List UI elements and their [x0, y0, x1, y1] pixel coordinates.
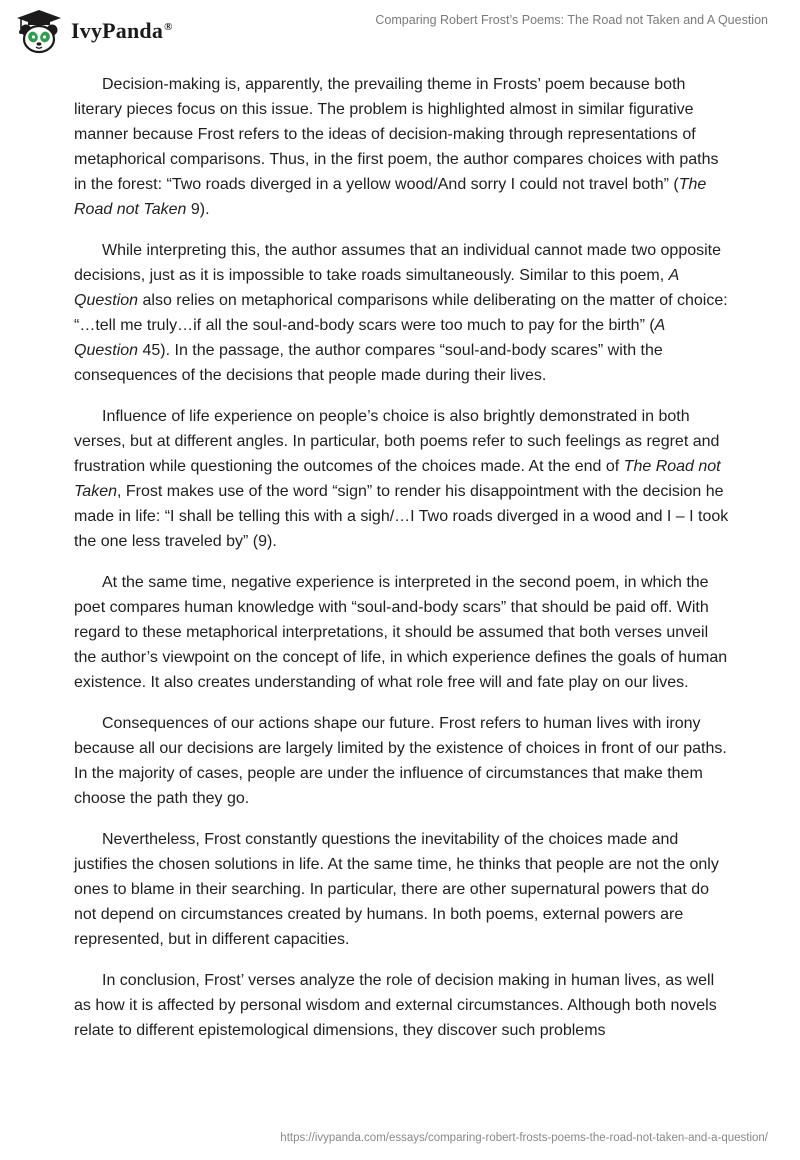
text-run: 9). [186, 201, 210, 218]
text-run: At the same time, negative experience is interpreted in the second poem, in which the poet compares human knowledge with “soul-and-body scars” that should be paid off. With regard to these metaphorical interpretations, it should be assumed that both verses unveil the author’s viewpoint on the concept of life, in which experience defines the goals of human existence. It also creates understanding of what role free will and fate play on our lives. [74, 574, 728, 691]
italic-title: A Question [74, 317, 665, 359]
italic-title: The Road not Taken [74, 176, 707, 218]
text-run: In conclusion, Frost’ verses analyze the role of decision making in human lives, as well as how it is affected by personal wisdom and external circumstances. Although both novels relate to different epistemological dimensions, they discover such problems [74, 972, 717, 1039]
text-run: Nevertheless, Frost constantly questions the inevitability of the choices made and justifies the chosen solutions in life. At the same time, he thinks that people are not the only ones to blame in their searching. In particular, there are other supernatural powers that do not depend on circumstances created by humans. In both poems, external powers are represented, but in different capacities. [74, 831, 719, 948]
italic-title: The Road not Taken [74, 458, 721, 500]
essay-body [74, 72, 730, 1043]
text-run: While interpreting this, the author assumes that an individual cannot made two opposite decisions, just as it is impossible to take roads simultaneously. Similar to this poem, [74, 242, 722, 284]
paragraph [74, 711, 730, 811]
text-run: also relies on metaphorical comparisons while deliberating on the matter of choice: “…tell me truly…if all the soul-and-body scars were too much to pay for the birth” ( [74, 292, 728, 334]
paragraph [74, 827, 730, 952]
paragraph [74, 72, 730, 222]
paragraph [74, 570, 730, 695]
brand-name: IvyPanda® [71, 18, 173, 43]
italic-title: A Question [74, 267, 679, 309]
document-title: Comparing Robert Frost’s Poems: The Road not Taken and A Question [375, 13, 768, 27]
source-url[interactable]: https://ivypanda.com/essays/comparing-robert-frosts-poems-the-road-not-taken-and-a-question/ [280, 1132, 768, 1144]
paragraph [74, 404, 730, 554]
text-run: Decision-making is, apparently, the prevailing theme in Frosts’ poem because both literary pieces focus on this issue. The problem is highlighted almost in similar figurative manner because Frost refers to the ideas of decision-making through representations of metaphorical comparisons. Thus, in the first poem, the author compares choices with paths in the forest: “Two roads diverged in a yellow wood/And sorry I could not travel both” ( [74, 76, 719, 193]
site-logo[interactable] [14, 7, 173, 55]
panda-graduate-icon [14, 8, 64, 54]
text-run: Consequences of our actions shape our future. Frost refers to human lives with irony because all our decisions are largely limited by the existence of choices in front of our paths. In the majority of cases, people are under the influence of circumstances that make them choose the path they go. [74, 715, 727, 807]
paragraph [74, 238, 730, 388]
text-run: Influence of life experience on people’s choice is also brightly demonstrated in both verses, but at different angles. In particular, both poems refer to such feelings as regret and frustration while questioning the outcomes of the choices made. At the end of [74, 408, 720, 475]
paragraph [74, 968, 730, 1043]
text-run: , Frost makes use of the word “sign” to render his disappointment with the decision he made in life: “I shall be telling this with a sigh/…I Two roads diverged in a wood and I – I took the one less traveled by” (9). [74, 483, 729, 550]
text-run: 45). In the passage, the author compares “soul-and-body scares” with the consequences of the decisions that people made during their lives. [74, 342, 663, 384]
